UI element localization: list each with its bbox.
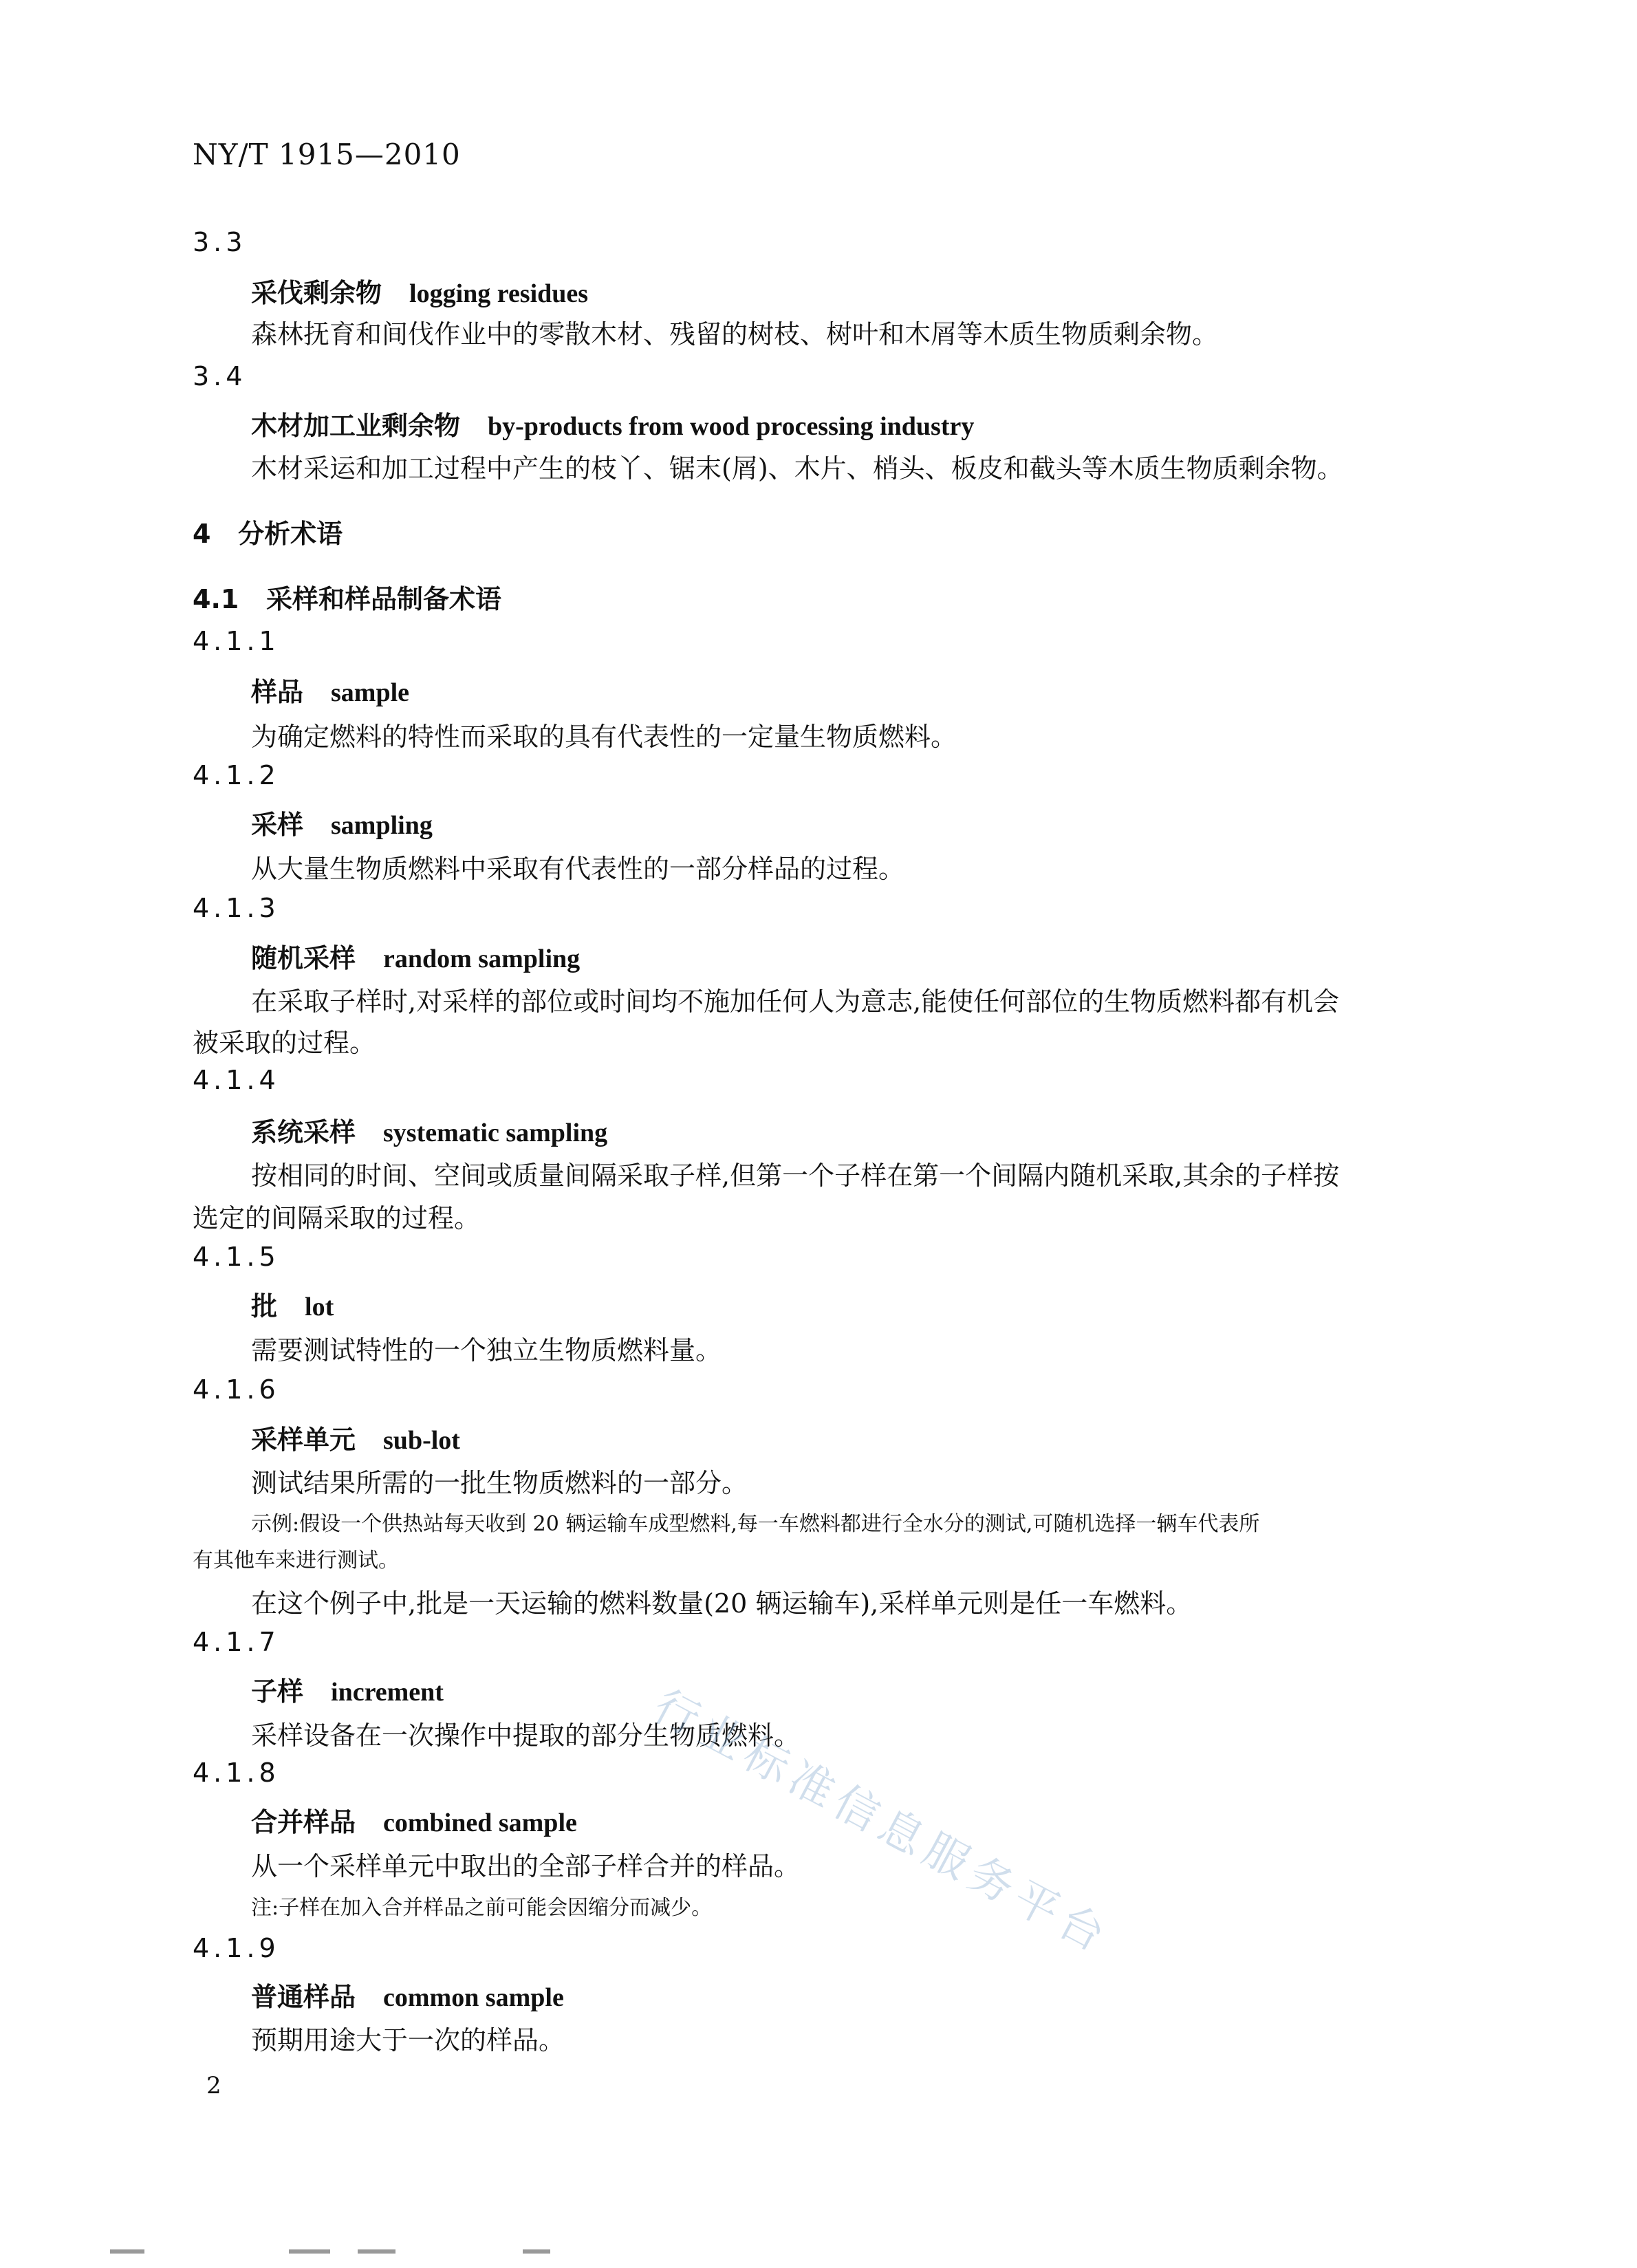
clause-number: 4.1.7 <box>193 1627 280 1657</box>
clause-number: 4.1.2 <box>193 760 280 790</box>
term-heading <box>251 937 580 975</box>
term-heading <box>251 1976 564 2013</box>
term-definition: 按相同的时间、空间或质量间隔采取子样,但第一个子样在第一个间隔内随机采取,其余的子样按 <box>251 1160 1340 1191</box>
term-definition: 在采取子样时,对采样的部位或时间均不施加任何人为意志,能使任何部位的生物质燃料都有机会 <box>251 986 1340 1017</box>
clause-number: 4.1.4 <box>193 1065 280 1095</box>
term-heading <box>251 272 588 310</box>
term-zh: 样品 <box>251 677 304 707</box>
term-zh: 批 <box>251 1291 278 1321</box>
example-text-continued: 有其他车来进行测试。 <box>193 1548 399 1573</box>
clause-number: 4.1.1 <box>193 626 280 656</box>
term-en: random sampling <box>383 944 581 973</box>
term-en: logging residues <box>409 279 589 308</box>
document-code: NY/T 1915—2010 <box>193 138 461 171</box>
term-definition: 从一个采样单元中取出的全部子样合并的样品。 <box>251 1851 801 1881</box>
clause-number: 4.1.3 <box>193 893 280 923</box>
term-heading <box>251 1670 444 1708</box>
term-definition: 测试结果所需的一批生物质燃料的一部分。 <box>251 1468 748 1498</box>
term-zh: 系统采样 <box>251 1117 356 1147</box>
term-zh: 合并样品 <box>251 1807 356 1837</box>
clause-number: 4.1.9 <box>193 1933 280 1963</box>
term-en: sample <box>331 678 410 707</box>
term-zh: 采样 <box>251 810 304 840</box>
term-definition: 采样设备在一次操作中提取的部分生物质燃料。 <box>251 1720 801 1751</box>
term-definition-continued: 被采取的过程。 <box>193 1028 376 1058</box>
term-heading <box>251 1111 607 1149</box>
term-heading <box>251 803 433 841</box>
scan-edge-marks <box>110 2249 592 2254</box>
term-en: common sample <box>383 1983 564 2012</box>
clause-number: 3.3 <box>193 227 247 257</box>
watermark: 行业标准信息服务平台 <box>645 1681 1119 1965</box>
term-heading <box>251 1801 577 1839</box>
term-definition: 需要测试特性的一个独立生物质燃料量。 <box>251 1335 722 1365</box>
term-en: sub-lot <box>383 1426 460 1455</box>
term-definition-continued: 选定的间隔采取的过程。 <box>193 1203 481 1233</box>
term-en: sampling <box>331 811 433 840</box>
term-zh: 采样单元 <box>251 1425 356 1455</box>
example-explanation: 在这个例子中,批是一天运输的燃料数量(20 辆运输车),采样单元则是任一车燃料。 <box>251 1588 1193 1619</box>
page-number: 2 <box>206 2072 221 2099</box>
term-en: increment <box>331 1678 444 1707</box>
clause-number: 4.1.5 <box>193 1242 280 1272</box>
term-en: combined sample <box>383 1808 577 1837</box>
term-heading <box>251 404 974 442</box>
term-zh: 普通样品 <box>251 1982 356 2012</box>
term-heading <box>251 1285 334 1323</box>
term-zh: 采伐剩余物 <box>251 278 382 308</box>
term-heading <box>251 671 409 709</box>
clause-number: 4.1.6 <box>193 1374 280 1405</box>
term-zh: 子样 <box>251 1676 304 1707</box>
section-title: 4 分析术语 <box>193 519 343 549</box>
example-text: 示例:假设一个供热站每天收到 20 辆运输车成型燃料,每一车燃料都进行全水分的测试,可随机选择一辆车代表所 <box>251 1512 1260 1536</box>
clause-number: 4.1.8 <box>193 1758 280 1788</box>
term-definition: 木材采运和加工过程中产生的枝丫、锯末(屑)、木片、梢头、板皮和截头等木质生物质剩余物。 <box>251 453 1343 484</box>
term-zh: 木材加工业剩余物 <box>251 411 461 441</box>
subsection-title: 4.1 采样和样品制备术语 <box>193 584 502 614</box>
term-heading <box>251 1418 460 1456</box>
term-en: lot <box>305 1293 334 1321</box>
clause-number: 3.4 <box>193 361 247 391</box>
note-text: 注:子样在加入合并样品之前可能会因缩分而减少。 <box>251 1896 713 1920</box>
term-en: systematic sampling <box>383 1119 608 1147</box>
term-definition: 森林抚育和间伐作业中的零散木材、残留的树枝、树叶和木屑等木质生物质剩余物。 <box>251 319 1219 349</box>
term-definition: 从大量生物质燃料中采取有代表性的一部分样品的过程。 <box>251 854 905 884</box>
term-definition: 为确定燃料的特性而采取的具有代表性的一定量生物质燃料。 <box>251 722 957 752</box>
term-definition: 预期用途大于一次的样品。 <box>251 2025 565 2055</box>
term-zh: 随机采样 <box>251 943 356 973</box>
term-en: by-products from wood processing industry <box>488 412 975 441</box>
